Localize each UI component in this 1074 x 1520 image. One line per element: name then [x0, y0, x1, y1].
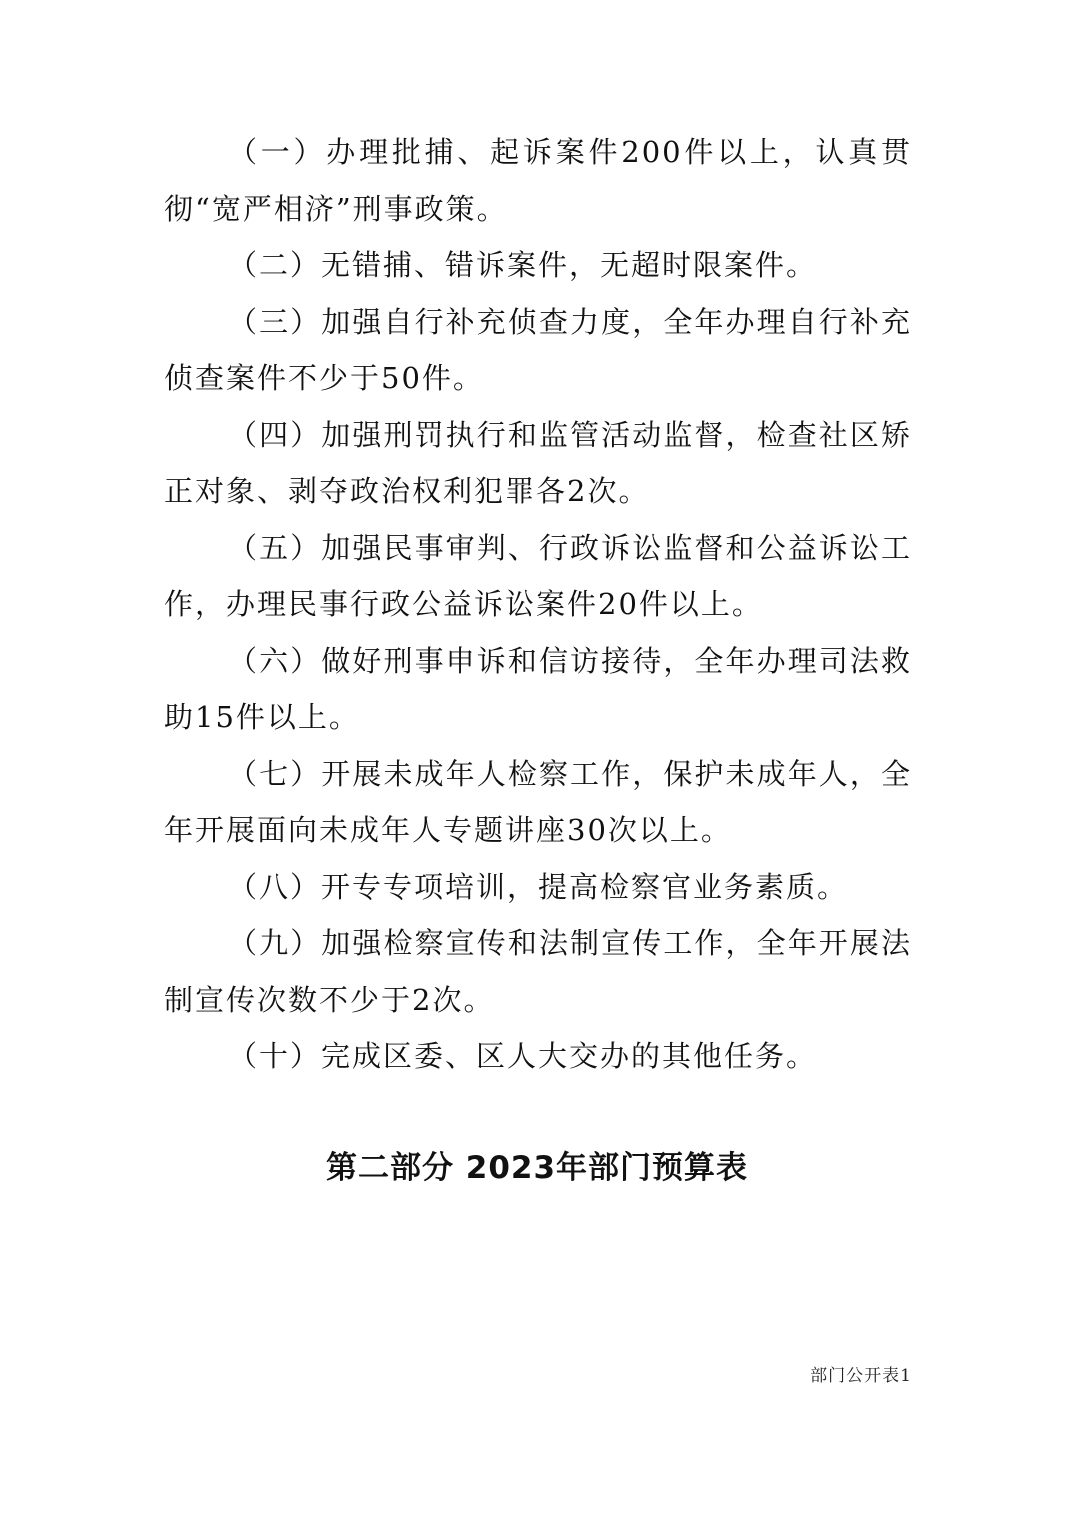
task-list: [164, 124, 912, 1085]
task-item-10: （十）完成区委、区人大交办的其他任务。: [228, 1039, 818, 1073]
task-item-6: （六）做好刑事申诉和信访接待，全年办理司法救助15件以上。: [164, 643, 912, 734]
task-item-3: （三）加强自行补充侦查力度，全年办理自行补充侦查案件不少于50件。: [164, 304, 912, 395]
task-item-7: （七）开展未成年人检察工作，保护未成年人，全年开展面向未成年人专题讲座30次以上。: [164, 756, 912, 847]
task-item-5: （五）加强民事审判、行政诉讼监督和公益诉讼工作，办理民事行政公益诉讼案件20件以上。: [164, 530, 912, 621]
task-item-1: （一）办理批捕、起诉案件200件以上，认真贯彻“宽严相济”刑事政策。: [164, 135, 912, 226]
footer-table-label: 部门公开表1: [810, 1366, 912, 1386]
task-item-9: （九）加强检察宣传和法制宣传工作，全年开展法制宣传次数不少于2次。: [164, 926, 912, 1017]
section-title: 第二部分 2023年部门预算表: [325, 1150, 749, 1186]
task-item-2: （二）无错捕、错诉案件，无超时限案件。: [228, 248, 818, 282]
task-item-8: （八）开专专项培训，提高检察官业务素质。: [228, 869, 849, 904]
task-item-4: （四）加强刑罚执行和监管活动监督，检查社区矫正对象、剥夺政治权利犯罪各2次。: [164, 417, 912, 508]
